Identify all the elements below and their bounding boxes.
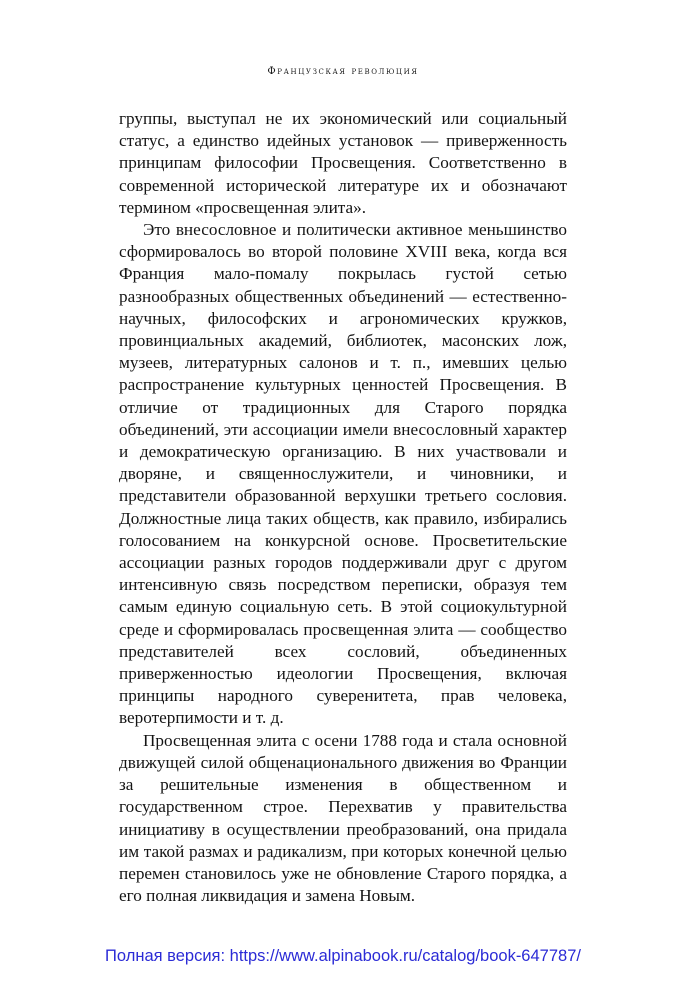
body-text: [119, 108, 567, 907]
paragraph-continuation: группы, выступал не их экономический или социальный статус, а единство идейных установок — приверженность принципам философии Просвещения. Соответственно в современной исторической литературе их и обозначают термином «просвещенная элита».: [119, 109, 567, 217]
paragraph-enlightened-minority: Это внесословное и политически активное меньшинство сформировалось во второй половине XVIII века, когда вся Франция мало-помалу покрылась густой сетью разнообразных общественных объединений — естественно-научных, философских и агрономических кружков, провинциальных академий, библиотек, масонских лож, музеев, литературных салонов и т. п., имевших целью распространение культурных ценностей Просвещения. В отличие от традиционных для Старого порядка объединений, эти ассоциации имели внесословный характер и демократическую организацию. В них участвовали и дворяне, и священнослужители, и чиновники, и представители образованной верхушки третьего сословия. Должностные лица таких обществ, как правило, избирались голосованием на конкурсной основе. Просветительские ассоциации разных городов поддерживали друг с другом интенсивную связь посредством переписки, образуя тем самым единую социальную сеть. В этой социокультурной среде и сформировалась просвещенная элита — сообщество представителей всех сословий, объединенных приверженностью идеологии Просвещения, включая принципы народного суверенитета, прав человека, веротерпимости и т. д.: [119, 220, 567, 728]
full-version-link[interactable]: Полная версия: https://www.alpinabook.ru/catalog/book-647787/: [105, 947, 581, 965]
running-header: Французская революция: [267, 66, 419, 77]
paragraph-enlightened-elite-1788: Просвещенная элита с осени 1788 года и стала основной движущей силой общенационального движения во Франции за решительные изменения в общественном и государственном строе. Перехватив у правительства инициативу в осуществлении преобразований, она придала им такой размах и радикализм, при которых конечной целью перемен становилось уже не обновление Старого порядка, а его полная ликвидация и замена Новым.: [119, 730, 567, 906]
